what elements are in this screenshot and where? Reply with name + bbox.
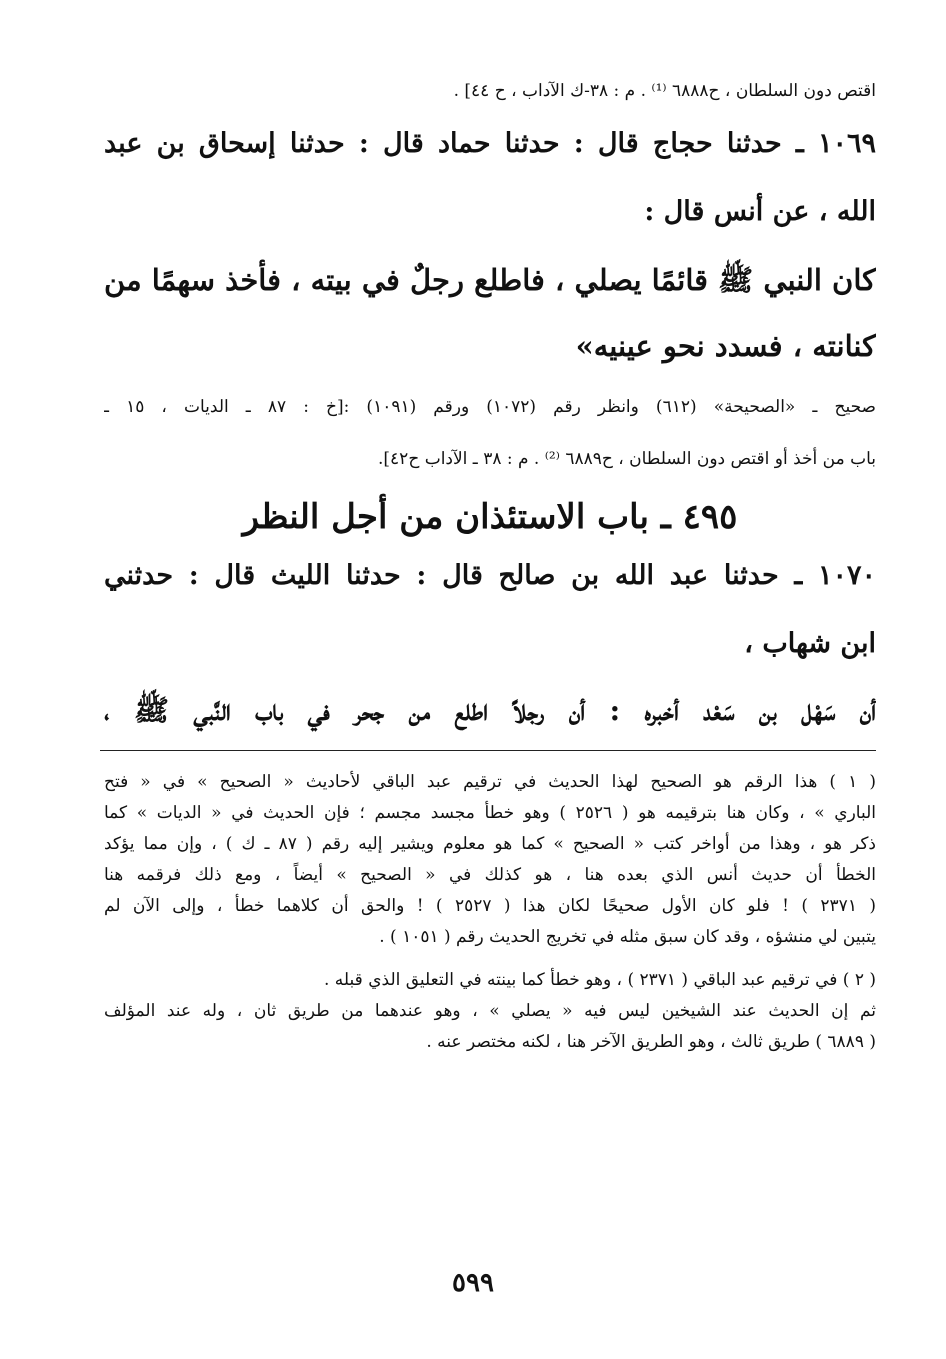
hadith-1069-isnad-line-2: الله ، عن أنس قال : <box>644 196 876 227</box>
footnote-1-line: يتبين لي منشؤه ، وقد كان سبق مثله في تخريج الحديث رقم ( ١٠٥١ ) . <box>379 927 876 947</box>
grading-line-2: باب من أخذ أو اقتص دون السلطان ، ح٦٨٨٩ ⁽²⁾ . م : ٣٨ ـ الآداب ح٤٢]. <box>378 449 876 469</box>
hadith-1070-text-line-1: أن سَهْل بن سَعْد أخبره : أن رجلاً اطلع من جحر في باب النَّبي ﷺ ، <box>104 693 876 727</box>
footnote-1-line: الخطأ أن حديث أنس الذي بعده هنا ، هو كذلك في « الصحيح » أيضاً ، ومع ذلك فرقمه هنا <box>104 865 876 885</box>
grading-line-1: صحيح ـ «الصحيحة» (٦١٢) وانظر رقم (١٠٧٢) ورقم (١٠٩١) :[خ : ٨٧ ـ الديات ، ١٥ ـ <box>104 397 876 417</box>
hadith-1069-text-line-2: كنانته ، فسدد نحو عينيه» <box>575 329 876 363</box>
hadith-1070-isnad-line-2: ابن شهاب ، <box>744 628 876 659</box>
footnote-2-line: ( ٦٨٨٩ ) طريق ثالث ، وهو الطريق الآخر هنا ، لكنه مختصر عنه . <box>426 1032 876 1052</box>
footnote-2-line: ثم إن الحديث عند الشيخين ليس فيه « يصلي » ، وهو عندهما من طريق ثان ، وله عند المؤلف <box>104 1001 876 1021</box>
hadith-1069-text-line-1: كان النبي ﷺ قائمًا يصلي ، فاطلع رجلٌ في بيته ، فأخذ سهمًا من <box>104 263 876 297</box>
footnote-1-line: ( ٢٣٧١ ) ! فلو كان الأول صحيحًا لكان هذا ( ٢٥٢٧ ) ! والحق أن كلاهما خطأ ، وإلى الآن لم <box>104 896 876 916</box>
footnote-2 <box>104 965 876 1058</box>
footnote-1-line: ذكر هو ، وهذا من أواخر كتب « الصحيح » كما هو معلوم ويشير إليه رقم ( ٨٧ ـ ك ) ، وإن مما يؤكد <box>104 834 876 854</box>
page-number: ٥٩٩ <box>452 1268 494 1298</box>
footnote-1-line: الباري » ، وكان هنا بترقيمه هو ( ٢٥٢٦ ) وهو خطأ مجسد مجسم ؛ فإن الحديث في « الديات » كما <box>104 803 876 823</box>
footnote-2-line: ( ٢ ) في ترقيم عبد الباقي ( ٢٣٧١ ) ، وهو خطأ كما بينته في التعليق الذي قبله . <box>324 970 876 990</box>
top-note: اقتص دون السلطان ، ح٦٨٨٨ ⁽¹⁾ . م : ٣٨-ك الآداب ، ح ٤٤] . <box>453 81 876 101</box>
chapter-heading: ٤٩٥ ـ باب الاستئذان من أجل النظر <box>242 497 738 537</box>
footnote-divider <box>100 750 876 751</box>
hadith-1069-isnad-line-1: ١٠٦٩ ـ حدثنا حجاج قال : حدثنا حماد قال : حدثنا إسحاق بن عبد <box>104 128 876 159</box>
footnote-1 <box>104 767 876 953</box>
footnote-1-line: ( ١ ) هذا الرقم هو الصحيح لهذا الحديث في ترقيم عبد الباقي لأحاديث « الصحيح » في « فتح <box>104 772 876 792</box>
hadith-1070-isnad-line-1: ١٠٧٠ ـ حدثنا عبد الله بن صالح قال : حدثنا الليث قال : حدثني <box>104 560 876 591</box>
